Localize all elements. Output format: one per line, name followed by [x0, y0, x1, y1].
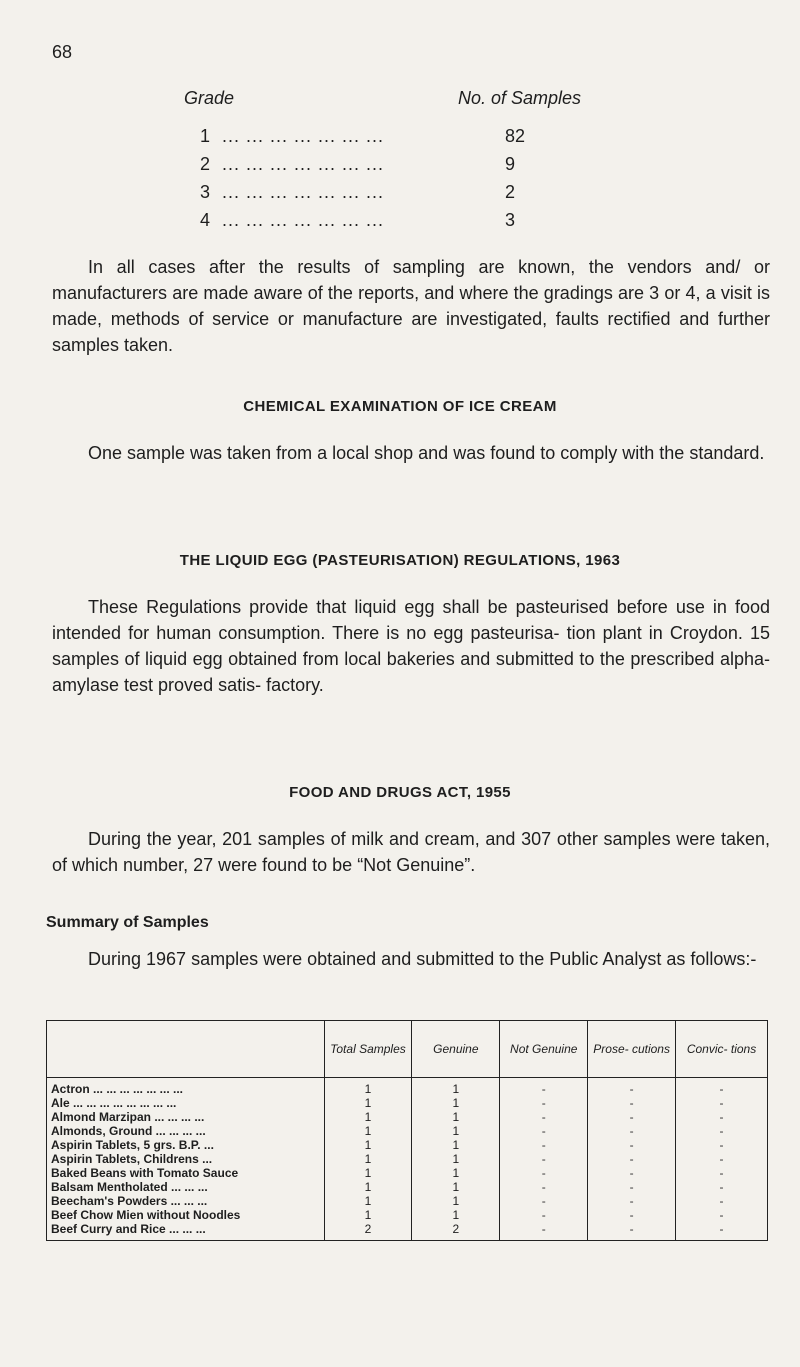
table-row	[47, 1152, 768, 1166]
genuine-count: 1	[412, 1138, 500, 1152]
table-row	[47, 1110, 768, 1124]
prosecutions-count: -	[588, 1180, 676, 1194]
prosecutions-count: -	[588, 1208, 676, 1222]
genuine-count: 1	[412, 1166, 500, 1180]
prosecutions-count: -	[588, 1078, 676, 1097]
convictions-count: -	[676, 1208, 768, 1222]
prosecutions-count: -	[588, 1096, 676, 1110]
not-genuine-count: -	[500, 1110, 588, 1124]
item-name: Aspirin Tablets, Childrens ...	[47, 1152, 325, 1166]
total-samples: 1	[324, 1138, 412, 1152]
table-row	[47, 1194, 768, 1208]
table-row	[47, 1208, 768, 1222]
not-genuine-count: -	[500, 1222, 588, 1241]
prosecutions-count: -	[588, 1152, 676, 1166]
total-samples: 1	[324, 1194, 412, 1208]
not-genuine-count: -	[500, 1078, 588, 1097]
convictions-count: -	[676, 1096, 768, 1110]
prosecutions-count: -	[588, 1166, 676, 1180]
grade-row	[0, 182, 800, 210]
header-total-samples: Total Samples	[324, 1021, 412, 1078]
genuine-count: 1	[412, 1096, 500, 1110]
samples-value: 2	[505, 182, 516, 202]
grade-column-header: Grade	[184, 88, 235, 108]
prosecutions-count: -	[588, 1110, 676, 1124]
liquid-egg-heading: THE LIQUID EGG (PASTEURISATION) REGULATIONS, 1963	[179, 552, 621, 569]
total-samples: 2	[324, 1222, 412, 1241]
grade-row	[0, 154, 800, 182]
not-genuine-count: -	[500, 1124, 588, 1138]
prosecutions-count: -	[588, 1124, 676, 1138]
genuine-count: 2	[412, 1222, 500, 1241]
grade-value: 2	[200, 154, 211, 174]
convictions-count: -	[676, 1194, 768, 1208]
total-samples: 1	[324, 1208, 412, 1222]
item-name: Almond Marzipan ... ... ... ...	[47, 1110, 325, 1124]
item-name: Beef Curry and Rice ... ... ...	[47, 1222, 325, 1241]
genuine-count: 1	[412, 1208, 500, 1222]
total-samples: 1	[324, 1096, 412, 1110]
header-convictions: Convic- tions	[676, 1021, 768, 1078]
samples-column-header: No. of Samples	[458, 88, 582, 108]
item-name: Almonds, Ground ... ... ... ...	[47, 1124, 325, 1138]
table-row	[47, 1124, 768, 1138]
total-samples: 1	[324, 1078, 412, 1097]
total-samples: 1	[324, 1180, 412, 1194]
genuine-count: 1	[412, 1152, 500, 1166]
table-row	[47, 1138, 768, 1152]
grade-value: 3	[200, 182, 211, 202]
header-not-genuine: Not Genuine	[500, 1021, 588, 1078]
vendors-paragraph: In all cases after the results of sampling are known, the vendors and/ or manufacturers are made aware of the reports, and where the gradings are 3 or 4, a visit is made, methods of service or manufacture are investigated, faults rectified and further samples taken.	[52, 257, 770, 355]
ice-cream-heading: CHEMICAL EXAMINATION OF ICE CREAM	[243, 398, 557, 415]
table-header-row	[47, 1021, 768, 1078]
not-genuine-count: -	[500, 1180, 588, 1194]
not-genuine-count: -	[500, 1096, 588, 1110]
item-name: Beecham's Powders ... ... ...	[47, 1194, 325, 1208]
convictions-count: -	[676, 1110, 768, 1124]
page-number: 68	[52, 42, 73, 62]
total-samples: 1	[324, 1124, 412, 1138]
total-samples: 1	[324, 1152, 412, 1166]
header-genuine: Genuine	[412, 1021, 500, 1078]
item-name: Balsam Mentholated ... ... ...	[47, 1180, 325, 1194]
samples-table	[46, 1020, 768, 1241]
header-prosecutions: Prose- cutions	[588, 1021, 676, 1078]
total-samples: 1	[324, 1110, 412, 1124]
convictions-count: -	[676, 1124, 768, 1138]
prosecutions-count: -	[588, 1194, 676, 1208]
not-genuine-count: -	[500, 1194, 588, 1208]
liquid-egg-paragraph: These Regulations provide that liquid egg shall be pasteurised before use in food intended for human consumption. There is no egg pasteurisa- tion plant in Croydon. 15 samples of liquid egg obtained from local bakeries and submitted to the prescribed alpha-amylase test proved satis- factory.	[52, 597, 770, 695]
grade-value: 1	[200, 126, 211, 146]
convictions-count: -	[676, 1138, 768, 1152]
item-name: Ale ... ... ... ... ... ... ... ...	[47, 1096, 325, 1110]
item-name: Aspirin Tablets, 5 grs. B.P. ...	[47, 1138, 325, 1152]
summary-heading: Summary of Samples	[46, 914, 209, 931]
dot-leader: ... ... ... ... ... ... ...	[222, 126, 385, 146]
item-name: Baked Beans with Tomato Sauce	[47, 1166, 325, 1180]
food-drugs-paragraph: During the year, 201 samples of milk and cream, and 307 other samples were taken, of which number, 27 were found to be “Not Genuine”.	[52, 829, 770, 875]
convictions-count: -	[676, 1180, 768, 1194]
summary-paragraph: During 1967 samples were obtained and submitted to the Public Analyst as follows:-	[88, 949, 757, 969]
not-genuine-count: -	[500, 1166, 588, 1180]
samples-value: 9	[505, 154, 516, 174]
samples-value: 3	[505, 210, 516, 230]
grade-row	[0, 210, 800, 238]
not-genuine-count: -	[500, 1152, 588, 1166]
genuine-count: 1	[412, 1124, 500, 1138]
samples-value: 82	[505, 126, 526, 146]
table-row	[47, 1096, 768, 1110]
grade-row	[0, 126, 800, 154]
not-genuine-count: -	[500, 1208, 588, 1222]
food-drugs-heading: FOOD AND DRUGS ACT, 1955	[289, 784, 511, 801]
genuine-count: 1	[412, 1078, 500, 1097]
convictions-count: -	[676, 1078, 768, 1097]
dot-leader: ... ... ... ... ... ... ...	[222, 154, 385, 174]
dot-leader: ... ... ... ... ... ... ...	[222, 182, 385, 202]
item-name: Actron ... ... ... ... ... ... ...	[47, 1078, 325, 1097]
table-row	[47, 1180, 768, 1194]
convictions-count: -	[676, 1152, 768, 1166]
genuine-count: 1	[412, 1194, 500, 1208]
convictions-count: -	[676, 1222, 768, 1241]
ice-cream-paragraph: One sample was taken from a local shop and was found to comply with the standard.	[88, 443, 765, 463]
total-samples: 1	[324, 1166, 412, 1180]
convictions-count: -	[676, 1166, 768, 1180]
item-name: Beef Chow Mien without Noodles	[47, 1208, 325, 1222]
grade-value: 4	[200, 210, 211, 230]
prosecutions-count: -	[588, 1138, 676, 1152]
prosecutions-count: -	[588, 1222, 676, 1241]
table-row	[47, 1078, 768, 1097]
dot-leader: ... ... ... ... ... ... ...	[222, 210, 385, 230]
table-row	[47, 1222, 768, 1241]
genuine-count: 1	[412, 1180, 500, 1194]
header-item	[47, 1021, 325, 1078]
not-genuine-count: -	[500, 1138, 588, 1152]
genuine-count: 1	[412, 1110, 500, 1124]
table-row	[47, 1166, 768, 1180]
